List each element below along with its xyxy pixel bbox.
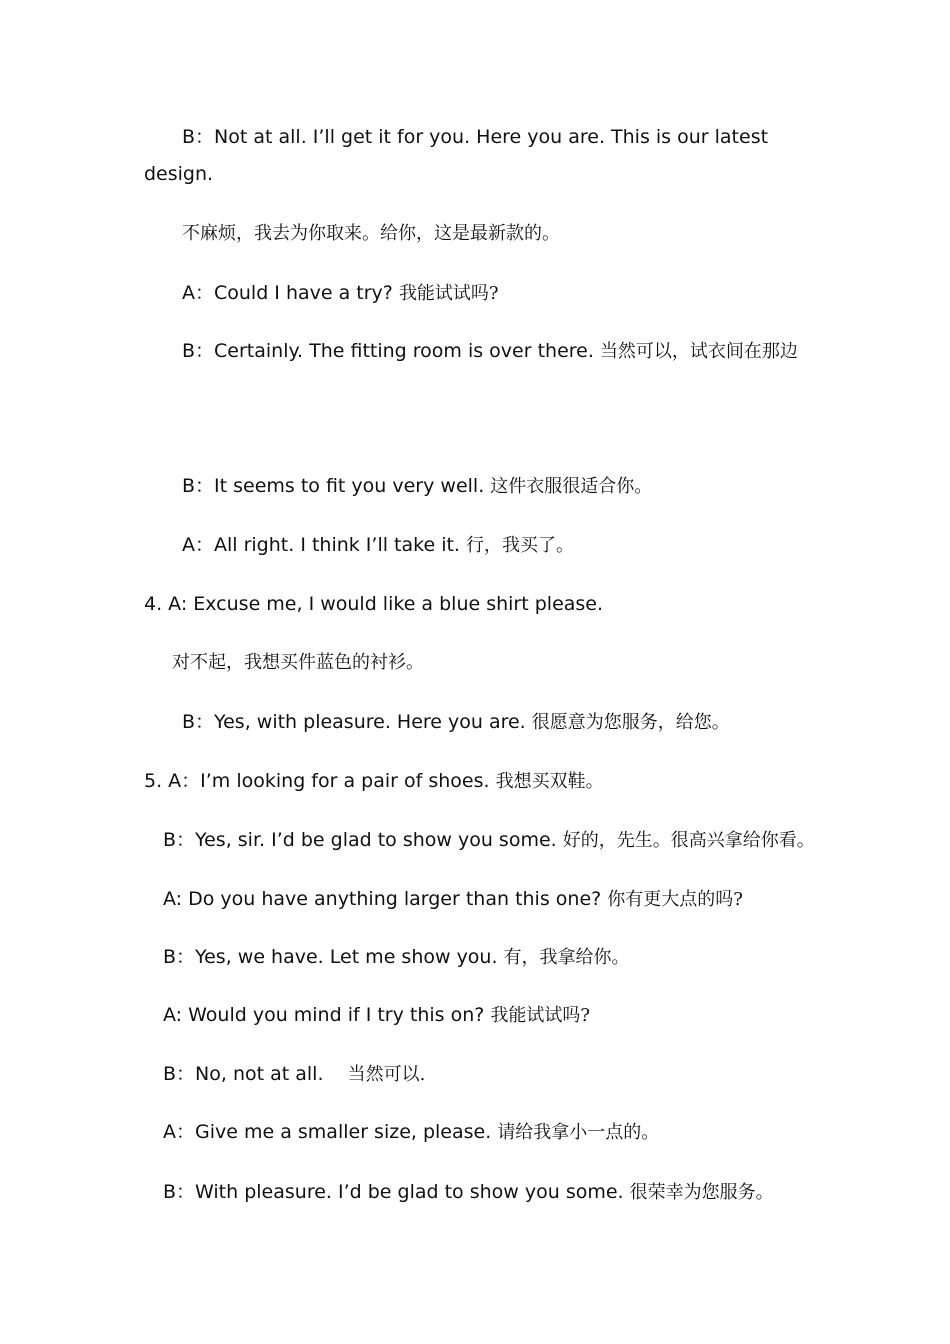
dialogue-line xyxy=(182,125,768,150)
english-text: A: Do you have anything larger than this one? xyxy=(163,888,608,910)
dialogue-line xyxy=(163,887,743,912)
dialogue-line xyxy=(163,945,630,970)
dialogue-line xyxy=(182,221,560,246)
chinese-text: 好的，先生。很高兴拿给你看。 xyxy=(562,830,815,851)
dialogue-line xyxy=(172,650,424,675)
chinese-text: 不麻烦，我去为你取来。给你，这是最新款的。 xyxy=(182,223,560,244)
english-text: A：Could I have a try? xyxy=(182,282,399,304)
english-text: B：No, not at all. xyxy=(163,1063,348,1085)
english-text: design. xyxy=(144,163,214,185)
chinese-text: 请给我拿小一点的。 xyxy=(497,1122,660,1143)
chinese-text: 当然可以. xyxy=(347,1064,426,1085)
chinese-text: 行，我买了。 xyxy=(466,535,575,556)
english-text: B：Yes, sir. I’d be glad to show you some. xyxy=(163,829,563,851)
english-text: 5. A：I’m looking for a pair of shoes. xyxy=(144,770,496,792)
english-text: B：Certainly. The fitting room is over there. xyxy=(182,340,600,362)
dialogue-line xyxy=(182,533,574,558)
dialogue-line xyxy=(182,339,798,364)
chinese-text: 我想买双鞋。 xyxy=(495,771,604,792)
chinese-text: 很荣幸为您服务。 xyxy=(629,1182,774,1203)
dialogue-line xyxy=(144,162,213,187)
dialogue-line xyxy=(144,769,604,794)
dialogue-line xyxy=(163,1003,590,1028)
english-text: 4. A: Excuse me, I would like a blue shirt please. xyxy=(144,593,604,615)
dialogue-line xyxy=(144,592,603,617)
english-text: B：Yes, we have. Let me show you. xyxy=(163,946,504,968)
chinese-text: 对不起，我想买件蓝色的衬衫。 xyxy=(172,652,424,673)
english-text: A: Would you mind if I try this on? xyxy=(163,1004,491,1026)
chinese-text: 这件衣服很适合你。 xyxy=(490,476,653,497)
chinese-text: 有，我拿给你。 xyxy=(503,947,630,968)
dialogue-line xyxy=(182,710,730,735)
chinese-text: 当然可以，试衣间在那边 xyxy=(599,341,798,362)
dialogue-line xyxy=(182,281,499,306)
english-text: B：Not at all. I’ll get it for you. Here you are. This is our latest xyxy=(182,126,769,148)
dialogue-line xyxy=(182,474,652,499)
chinese-text: 你有更大点的吗? xyxy=(607,889,743,910)
english-text: B：It seems to fit you very well. xyxy=(182,475,491,497)
dialogue-line xyxy=(163,828,815,853)
dialogue-line xyxy=(163,1180,774,1205)
english-text: B：With pleasure. I’d be glad to show you some. xyxy=(163,1181,630,1203)
dialogue-line xyxy=(163,1120,659,1145)
english-text: A：All right. I think I’ll take it. xyxy=(182,534,467,556)
chinese-text: 我能试试吗? xyxy=(490,1005,591,1026)
english-text: B：Yes, with pleasure. Here you are. xyxy=(182,711,532,733)
chinese-text: 很愿意为您服务，给您。 xyxy=(531,712,730,733)
english-text: A：Give me a smaller size, please. xyxy=(163,1121,498,1143)
chinese-text: 我能试试吗? xyxy=(398,283,499,304)
dialogue-line xyxy=(163,1062,425,1087)
